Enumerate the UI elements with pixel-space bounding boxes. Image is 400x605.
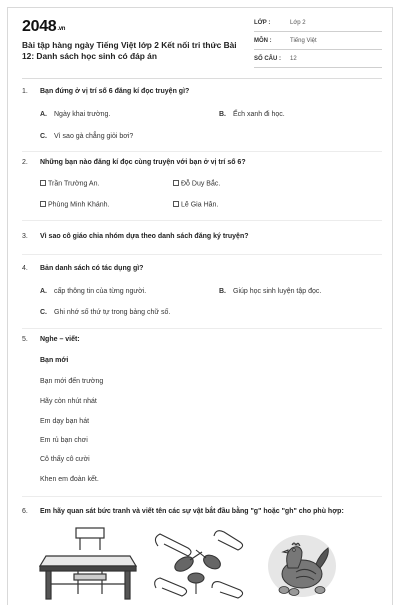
question-text: Bản danh sách có tác dụng gì? [40, 265, 144, 272]
checkbox-icon [173, 180, 179, 186]
worksheet-page [7, 7, 393, 605]
meta-label: SỐ CÂU : [254, 56, 281, 62]
question-number: 2. [22, 159, 28, 166]
poem-line: Khen em đoàn kết. [40, 476, 99, 483]
meta-question-count [254, 52, 382, 68]
option-text: Ghi nhớ số thứ tự trong bảng chữ số. [54, 309, 171, 316]
divider [22, 496, 382, 497]
meta-subject [254, 34, 382, 50]
q1-option-c[interactable] [40, 133, 133, 140]
poem-title: Bạn mới [40, 357, 69, 364]
q2-choice-4[interactable] [173, 201, 218, 209]
meta-value: Lớp 2 [290, 20, 306, 26]
checkbox-icon [173, 201, 179, 207]
poem-line: Bạn mới đến trường [40, 378, 104, 385]
divider [22, 328, 382, 329]
question-text: Những bạn nào đăng kí đọc cùng truyện với bạn ở vị trí số 6? [40, 159, 246, 166]
meta-value: Tiếng Việt [290, 38, 317, 44]
header-divider [22, 78, 382, 79]
meta-label: LỚP : [254, 20, 271, 26]
q2-choice-3[interactable] [40, 201, 110, 209]
q2-choice-1[interactable] [40, 180, 99, 188]
option-text: Ếch xanh đi học. [233, 111, 285, 118]
question-number: 3. [22, 233, 28, 240]
q4-option-b[interactable] [219, 288, 321, 295]
poem-line: Em rủ bạn chơi [40, 437, 88, 444]
divider [22, 220, 382, 221]
question-text: Vì sao cô giáo chia nhóm dựa theo danh sách đăng ký truyện? [40, 233, 249, 240]
checkbox-icon [40, 201, 46, 207]
option-letter: B. [219, 111, 226, 118]
poem-line: Cô thấy cô cười [40, 456, 90, 463]
poem-line: Em dạy bạn hát [40, 418, 90, 425]
meta-value: 12 [290, 56, 297, 62]
question-number: 4. [22, 265, 28, 272]
option-letter: A. [40, 111, 47, 118]
choice-text: Trần Trường An. [48, 180, 100, 188]
option-text: Ngày khai trường. [54, 111, 111, 118]
question-number: 5. [22, 336, 28, 343]
q4-option-c[interactable] [40, 309, 170, 316]
option-letter: C. [40, 309, 47, 316]
q1-option-b[interactable] [219, 111, 285, 118]
hen-picture [266, 528, 341, 600]
question-text: Bạn đứng ở vị trí số 6 đăng kí đọc truyện gì? [40, 88, 190, 95]
choice-text: Phùng Minh Khánh. [48, 201, 110, 209]
checkbox-icon [40, 180, 46, 186]
option-letter: A. [40, 288, 47, 295]
thumbtacks-picture [150, 528, 250, 600]
option-text: cấp thông tin của từng người. [54, 288, 147, 295]
question-number: 1. [22, 88, 28, 95]
q2-choice-2[interactable] [173, 180, 220, 188]
poem-line: Hãy còn nhút nhát [40, 398, 97, 405]
logo-domain: .vn [57, 26, 66, 32]
q4-option-a[interactable] [40, 288, 146, 295]
q1-option-a[interactable] [40, 111, 110, 118]
divider [22, 254, 382, 255]
logo-text: 2048 [22, 18, 57, 35]
option-text: Giúp học sinh luyện tập đọc. [233, 288, 322, 295]
divider [22, 151, 382, 152]
question-text: Nghe – viết: [40, 336, 80, 343]
desk-and-chair-picture [38, 526, 138, 601]
question-text: Em hãy quan sát bức tranh và viết tên các sự vật bắt đầu bằng "g" hoặc "gh" cho phù hợp: [40, 508, 344, 515]
question-number: 6. [22, 508, 28, 515]
choice-text: Lê Gia Hân. [181, 201, 219, 209]
option-text: Vì sao gà chẳng giỏi bơi? [54, 133, 134, 140]
meta-label: MÔN : [254, 38, 272, 44]
choice-text: Đỗ Duy Bắc. [181, 180, 221, 188]
site-logo[interactable] [22, 18, 65, 36]
document-title: Bài tập hàng ngày Tiếng Việt lớp 2 Kết nối tri thức Bài 12: Danh sách học sinh có đáp án [22, 40, 237, 61]
option-letter: C. [40, 133, 47, 140]
option-letter: B. [219, 288, 226, 295]
meta-class [254, 16, 382, 32]
